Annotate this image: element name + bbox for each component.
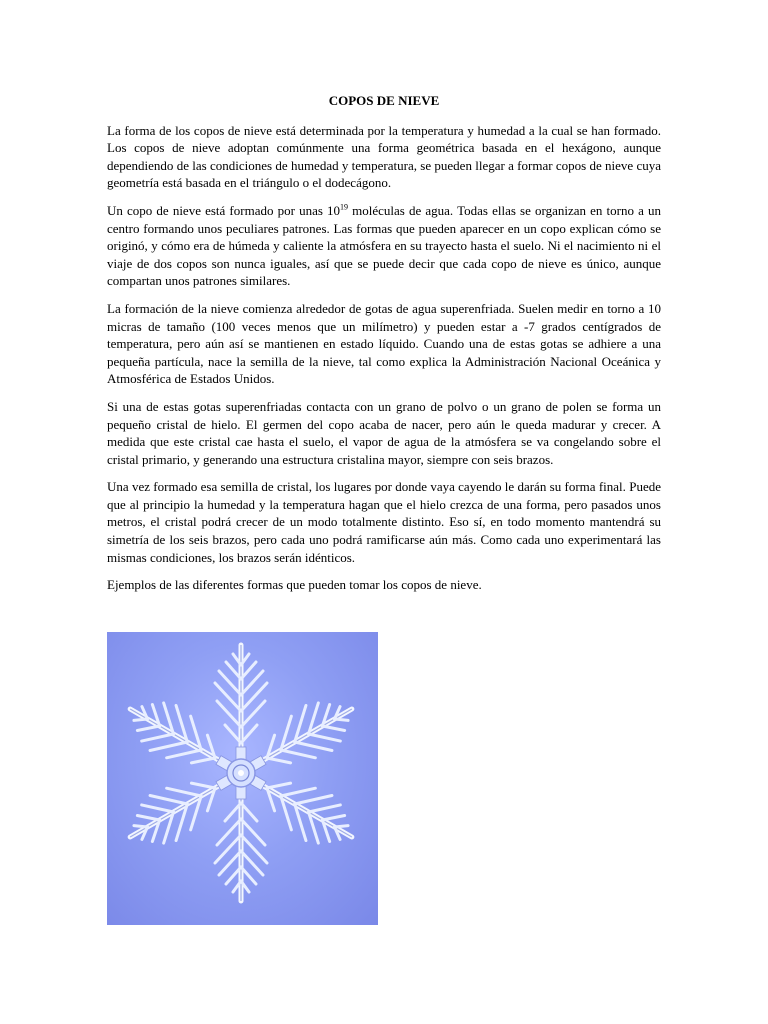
document-title: COPOS DE NIEVE — [328, 93, 440, 108]
exponent: 19 — [340, 202, 349, 212]
snowflake-icon — [107, 632, 378, 925]
paragraph-5: Una vez formado esa semilla de cristal, los lugares por donde vaya cayendo le darán su forma final. Puede que al principio la humedad y la temperatura hagan que el hielo crezca de una forma, pero pasados unos metros, el cristal podrá crecer de un modo totalmente distinto. Eso sí, en todo momento mantendrá su simetría de los seis brazos, pero cada uno podrá ramificarse aún más. Como cada uno experimentará las mismas condiciones, los brazos serán idénticos. — [107, 479, 661, 565]
paragraph-2 — [107, 202, 661, 290]
snowflake-photo — [107, 632, 378, 925]
paragraph-2-text-start: Un copo de nieve está formado por unas 10 — [107, 202, 341, 218]
paragraph-3: La formación de la nieve comienza alrededor de gotas de agua superenfriada. Suelen medir en torno a 10 micras de tamaño (100 veces menos que un milímetro) y pueden estar a -7 grados centígrados de temperatura, pero aún así se mantienen en estado líquido. Cuando una de estas gotas se adhiere a una pequeña partícula, nace la semilla de la nieve, tal como explica la Administración Nacional Oceánica y Atmosférica de Estados Unidos. — [107, 300, 661, 387]
document-body — [107, 92, 661, 604]
paragraph-1: La forma de los copos de nieve está determinada por la temperatura y humedad a la cual se han formado. Los copos de nieve adoptan comúnmente una forma geométrica basada en el hexágono, aunque dependiendo de las condiciones de humedad y temperatura, se pueden llegar a formar copos de nieve cuya geometría está basada en el triángulo o el dodecágono. — [107, 122, 661, 191]
paragraph-4: Si una de estas gotas superenfriadas contacta con un grano de polvo o un grano de polen se forma un pequeño cristal de hielo. El germen del copo acaba de nacer, pero aún le queda madurar y crecer. A medida que este cristal cae hasta el suelo, el vapor de agua de la atmósfera se va congelando sobre el cristal primario, y generando una estructura cristalina mayor, siempre con seis brazos. — [107, 398, 661, 467]
paragraph-2-text-end: moléculas de agua. Todas ellas se organizan en torno a un centro formando unos peculiares patrones. Las formas que pueden aparecer en un copo explican cómo se originó, y cómo era de húmeda y caliente la atmósfera en su trayecto hasta el suelo. Ni el nacimiento ni el viaje de dos copos son nunca iguales, así que se puede decir que cada copo de nieve es único, aunque compartan unos patrones similares. — [107, 202, 661, 289]
paragraph-6: Ejemplos de las diferentes formas que pueden tomar los copos de nieve. — [107, 577, 482, 593]
